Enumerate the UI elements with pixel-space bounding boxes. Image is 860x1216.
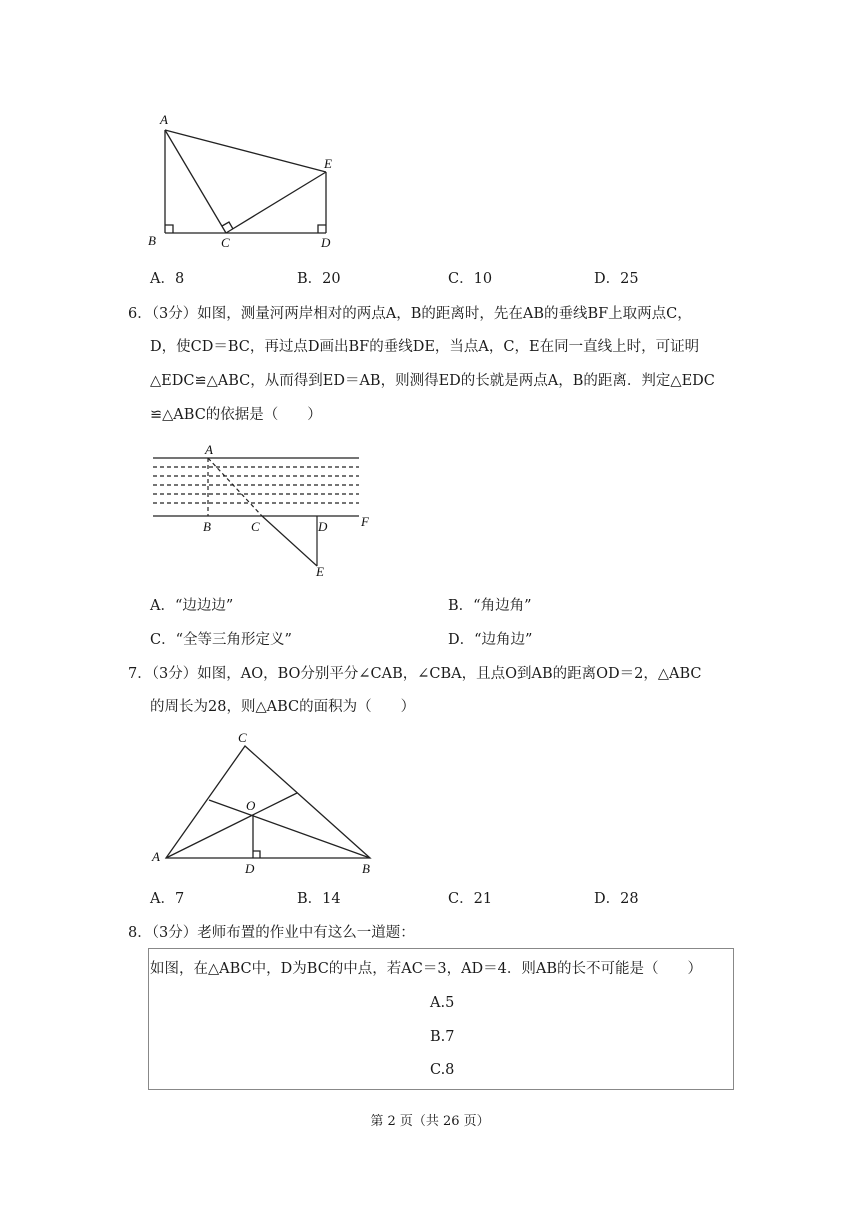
q6-label-f: F — [361, 514, 369, 529]
q5-label-a: A — [160, 112, 168, 127]
q8-intro: 老师布置的作业中有这么一道题： — [197, 925, 415, 941]
q6-line-3: △EDC≌△ABC，从而得到ED＝AB，则测得ED的长就是两点A，B的距离．判定△EDC — [150, 373, 715, 389]
q5-label-c: C — [221, 235, 230, 250]
q6-option-a — [150, 596, 233, 616]
q8-number: 8． — [128, 925, 152, 941]
q6-text: 如图，测量河两岸相对的两点A，B的距离时，先在AB的垂线BF上取两点C， — [197, 306, 692, 322]
q6-option-b — [448, 596, 531, 616]
q6-label-a: A — [205, 442, 213, 457]
q6-line-4: ≌△ABC的依据是（ ） — [150, 407, 322, 423]
option-letter: C． — [448, 271, 474, 287]
option-letter: C． — [448, 891, 474, 907]
option-text: 10 — [473, 271, 493, 287]
option-text: 8 — [174, 271, 185, 287]
q7-figure — [148, 726, 378, 878]
q5-figure — [140, 108, 350, 253]
q7-label-a: A — [152, 849, 160, 864]
q7-option-a — [150, 889, 184, 909]
q6-figure — [145, 440, 375, 580]
q6-number: 6． — [128, 306, 152, 322]
q6-label-e: E — [316, 564, 324, 579]
q5-label-d: D — [321, 235, 331, 250]
q7-score: （3分） — [151, 666, 198, 682]
q6-line-1 — [128, 304, 692, 324]
q8-problem-box — [148, 948, 734, 1090]
q7-label-c: C — [238, 730, 247, 745]
q6-option-c — [150, 630, 292, 650]
q5-option-b — [297, 269, 341, 289]
q6-label-c: C — [251, 519, 260, 534]
q6-line-2: D，使CD＝BC，再过点D画出BF的垂线DE，当点A，C，E在同一直线上时，可证明 — [150, 339, 700, 355]
q6-score: （3分） — [151, 306, 198, 322]
option-letter: B． — [297, 271, 323, 287]
q7-line-2: 的周长为28，则△ABC的面积为（ ） — [150, 699, 416, 715]
q5-option-c — [448, 269, 492, 289]
option-letter: B． — [297, 891, 323, 907]
q7-label-d: D — [245, 861, 255, 876]
option-text: “边角边” — [474, 632, 533, 648]
q5-option-d — [594, 269, 639, 289]
q6-label-b: B — [203, 519, 211, 534]
option-text: 14 — [322, 891, 341, 907]
option-letter: D． — [448, 632, 475, 648]
option-text: “角边角” — [473, 598, 532, 614]
option-text: 25 — [620, 271, 639, 287]
q7-label-b: B — [362, 861, 370, 876]
q8-box-text: 如图，在△ABC中，D为BC的中点，若AC＝3，AD＝4．则AB的长不可能是（ ） — [150, 961, 703, 977]
q5-option-a — [150, 269, 184, 289]
option-letter: A． — [150, 598, 175, 614]
q7-option-b — [297, 889, 341, 909]
q8-box-option-a: A.5 — [430, 995, 455, 1011]
option-text: 20 — [322, 271, 341, 287]
q6-label-d: D — [318, 519, 328, 534]
option-text: 21 — [473, 891, 493, 907]
q7-text: 如图，AO，BO分别平分∠CAB，∠CBA，且点O到AB的距离OD＝2，△ABC — [197, 666, 702, 682]
option-text: 7 — [174, 891, 185, 907]
page-footer: 第 2 页（共 26 页） — [370, 1114, 490, 1129]
q8-box-option-b: B.7 — [430, 1029, 455, 1045]
q7-line-1 — [128, 664, 702, 684]
option-text: 28 — [620, 891, 639, 907]
q7-option-d — [594, 889, 639, 909]
q7-option-c — [448, 889, 492, 909]
option-letter: A． — [150, 891, 175, 907]
option-text: “边边边” — [174, 598, 234, 614]
q8-box-option-c: C.8 — [430, 1062, 455, 1078]
q7-number: 7． — [128, 666, 152, 682]
q6-option-d — [448, 630, 532, 650]
option-letter: C． — [150, 632, 176, 648]
q8-line-1 — [128, 923, 415, 943]
q8-score: （3分） — [151, 925, 198, 941]
option-letter: B． — [448, 598, 474, 614]
q5-label-b: B — [148, 233, 156, 248]
option-letter: D． — [594, 271, 621, 287]
option-letter: A． — [150, 271, 175, 287]
option-letter: D． — [594, 891, 621, 907]
q5-label-e: E — [324, 156, 332, 171]
q7-label-o: O — [246, 798, 256, 813]
option-text: “全等三角形定义” — [175, 632, 292, 648]
